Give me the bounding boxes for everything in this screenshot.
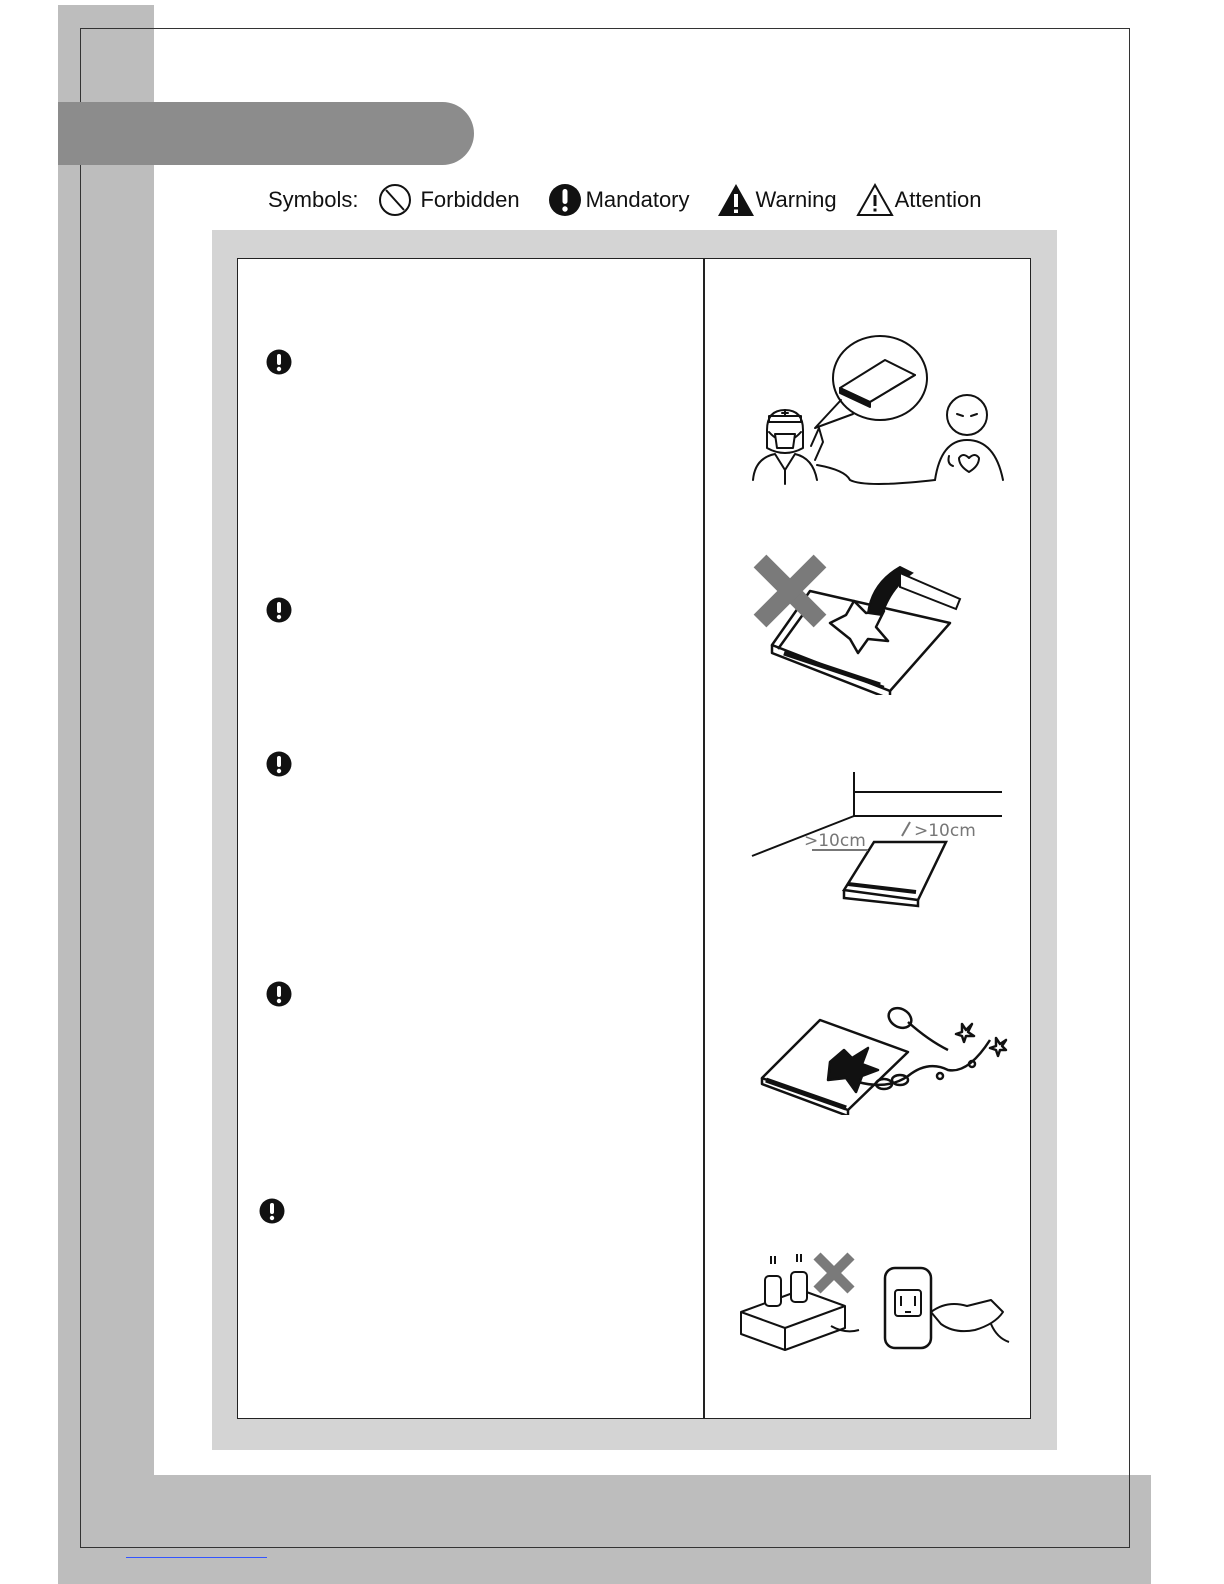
wall-clearance-illustration bbox=[750, 772, 1010, 912]
legend-forbidden bbox=[378, 183, 519, 217]
mandatory-icon bbox=[266, 349, 292, 375]
legend-warning bbox=[716, 182, 837, 218]
legend-label: Forbidden bbox=[420, 187, 520, 212]
mandatory-icon bbox=[266, 981, 292, 1007]
footer-link-underline[interactable] bbox=[126, 1557, 267, 1558]
mandatory-icon bbox=[259, 1198, 285, 1224]
clearance-back-label: >10cm bbox=[914, 821, 976, 841]
attention-icon bbox=[855, 182, 895, 218]
dedicated-socket-illustration bbox=[735, 1250, 1015, 1365]
mandatory-icon bbox=[548, 183, 582, 217]
section-header-tab bbox=[58, 102, 474, 165]
symbols-legend bbox=[268, 180, 981, 220]
legend-label: Attention bbox=[894, 187, 982, 212]
pacemaker-doctor-illustration bbox=[745, 330, 1015, 495]
no-impact-illustration bbox=[750, 553, 970, 695]
column-divider bbox=[703, 258, 705, 1419]
mandatory-icon bbox=[266, 751, 292, 777]
warning-icon bbox=[716, 182, 756, 218]
legend-label: Warning bbox=[755, 187, 837, 212]
clearance-left-label: >10cm bbox=[804, 831, 866, 851]
legend-title: Symbols: bbox=[268, 187, 359, 212]
legend-mandatory bbox=[548, 183, 690, 217]
forbidden-icon bbox=[378, 183, 412, 217]
mandatory-icon bbox=[266, 597, 292, 623]
damaged-cord-illustration bbox=[758, 1000, 1008, 1115]
legend-attention bbox=[855, 182, 982, 218]
legend-label: Mandatory bbox=[585, 187, 690, 212]
